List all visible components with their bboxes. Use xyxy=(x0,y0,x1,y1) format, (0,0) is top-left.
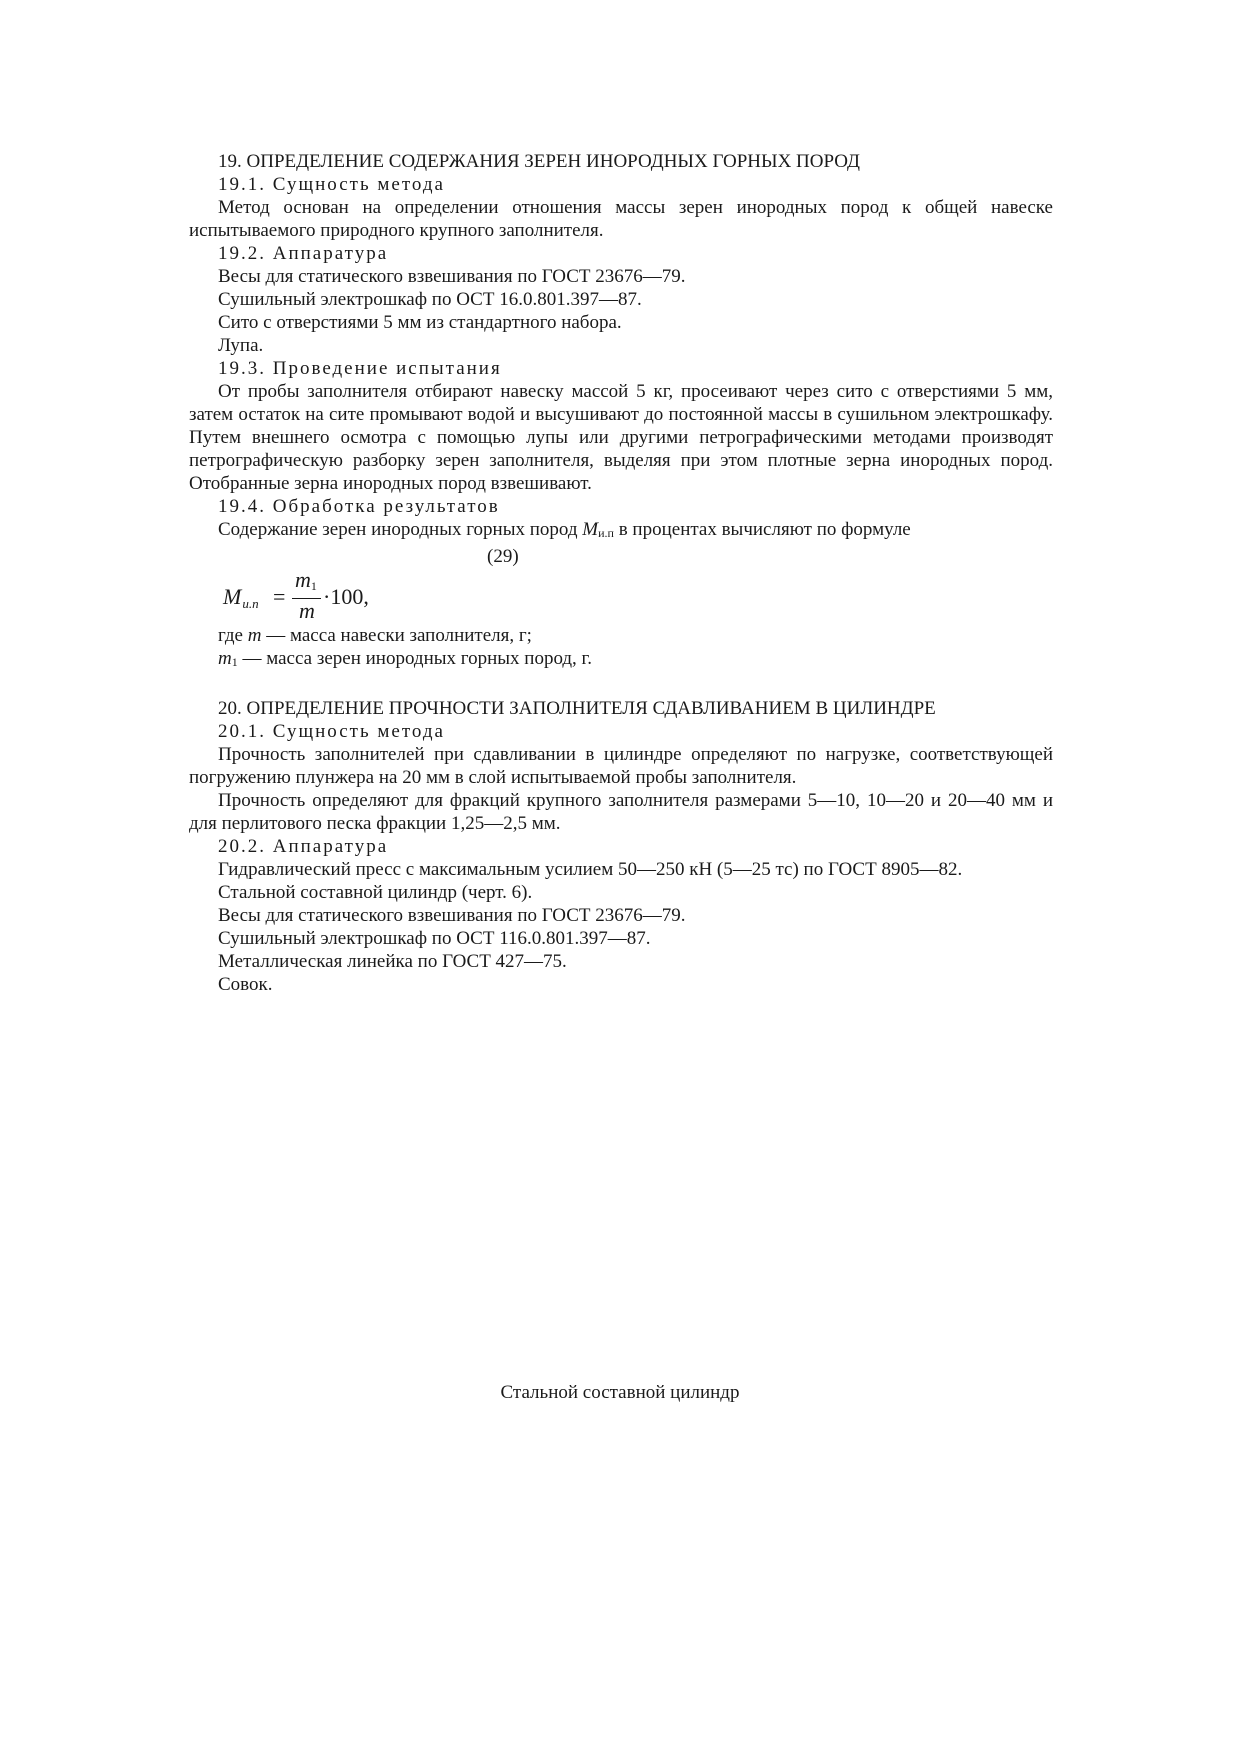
formula-lhs-subscript: и.п xyxy=(242,596,259,611)
section-19-title: 19. ОПРЕДЕЛЕНИЕ СОДЕРЖАНИЯ ЗЕРЕН ИНОРОДНЫХ ГОРНЫХ ПОРОД xyxy=(218,151,861,172)
apparatus-item: Сушильный электрошкаф по ОСТ 116.0.801.397—87. xyxy=(218,928,651,949)
formula-multiplier: ·100, xyxy=(323,584,369,609)
paragraph-20-1a: Прочность заполнителей при сдавливании в цилиндре определяют по нагрузке, соответствующей погружению плунжера на 20 мм в слой испытываемой пробы заполнителя. xyxy=(189,744,1053,788)
where-line-1: где m — масса навески заполнителя, г; xyxy=(218,625,532,646)
where-line-2: m1 — масса зерен инородных горных пород, г. xyxy=(218,648,592,669)
formula-equals: = xyxy=(273,584,286,609)
formula xyxy=(189,568,1053,624)
paragraph-20-1b: Прочность определяют для фракций крупного заполнителя размерами 5—10, 10—20 и 20—40 мм и для перлитового песка фракции 1,25—2,5 мм. xyxy=(189,790,1053,834)
text-run: Содержание зерен инородных горных пород xyxy=(218,519,583,540)
apparatus-item: Гидравлический пресс с максимальным усилием 50—250 кН (5—25 тс) по ГОСТ 8905—82. xyxy=(218,859,963,880)
subsection-19-3-heading: 19.3. Проведение испытания xyxy=(218,358,502,379)
symbol-subscript: и.п xyxy=(598,526,614,540)
apparatus-item: Сушильный электрошкаф по ОСТ 16.0.801.397—87. xyxy=(218,289,642,310)
apparatus-item: Лупа. xyxy=(218,335,264,356)
formula-lhs: Mи.п xyxy=(223,584,259,611)
symbol: M xyxy=(582,519,599,540)
figure-caption: Стальной составной цилиндр xyxy=(500,1382,740,1403)
subsection-19-2-heading: 19.2. Аппаратура xyxy=(218,243,389,264)
formula-denominator: m xyxy=(299,598,315,623)
apparatus-item: Совок. xyxy=(218,974,273,995)
paragraph-19-1: Метод основан на определении отношения массы зерен инородных пород к общей навеске испытываемого природного крупного заполнителя. xyxy=(189,197,1053,241)
text-run: в процентах вычисляют по формуле xyxy=(613,519,911,540)
variable: m xyxy=(218,648,232,669)
apparatus-item: Стальной составной цилиндр (черт. 6). xyxy=(218,882,533,903)
apparatus-item: Металлическая линейка по ГОСТ 427—75. xyxy=(218,951,567,972)
apparatus-item: Сито с отверстиями 5 мм из стандартного набора. xyxy=(218,312,622,333)
variable-subscript: 1 xyxy=(231,655,238,669)
section-spacer xyxy=(189,674,1053,697)
subsection-20-1-heading: 20.1. Сущность метода xyxy=(218,721,445,742)
document-page xyxy=(189,150,1053,996)
paragraph-19-4 xyxy=(189,518,1053,545)
formula-numerator: $m_1$ xyxy=(295,567,317,593)
apparatus-item: Весы для статического взвешивания по ГОСТ 23676—79. xyxy=(218,905,686,926)
equation-number: (29) xyxy=(487,546,519,567)
paragraph-19-3: От пробы заполнителя отбирают навеску массой 5 кг, просеивают через сито с отверстиями 5 мм, затем остаток на сите промывают водой и высушивают до постоянной массы в сушильном электрошкафу. Путем внешнего осмотра с помощью лупы или другими петрографическими методами производят петрографическую разборку зерен заполнителя, выделяя при этом плотные зерна инородных пород. Отобранные зерна инородных пород взвешивают. xyxy=(189,381,1053,494)
subsection-19-1-heading: 19.1. Сущность метода xyxy=(218,174,445,195)
variable: m xyxy=(247,625,262,646)
subsection-20-2-heading: 20.2. Аппаратура xyxy=(218,836,389,857)
section-20-title: 20. ОПРЕДЕЛЕНИЕ ПРОЧНОСТИ ЗАПОЛНИТЕЛЯ СДАВЛИВАНИЕМ В ЦИЛИНДРЕ xyxy=(218,698,936,719)
apparatus-item: Весы для статического взвешивания по ГОСТ 23676—79. xyxy=(218,266,686,287)
subsection-19-4-heading: 19.4. Обработка результатов xyxy=(218,496,500,517)
formula-numerator-subscript: 1 xyxy=(310,579,317,593)
